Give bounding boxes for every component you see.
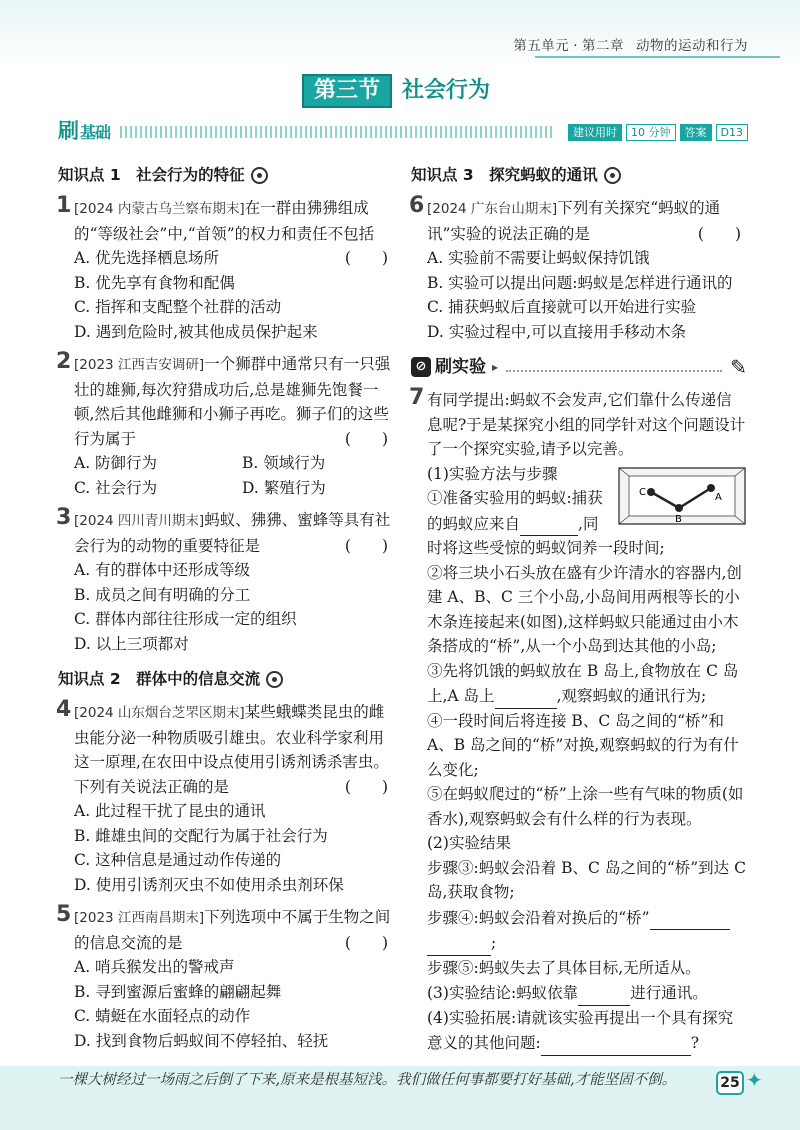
page-number: 25 <box>716 1071 744 1095</box>
answer-label: 答案 <box>680 124 712 141</box>
option: D. 遇到危险时,被其他成员保护起来 <box>74 322 318 341</box>
question-stem: 下列选项中不属于生物之间的信息交流的是 <box>74 908 391 952</box>
option: A. 实验前不需要让蚂蚁保持饥饿 <box>427 249 650 267</box>
result-3: 步骤③:蚂蚁会沿着 B、C 岛之间的“桥”到达 C 岛,获取食物; <box>427 858 746 901</box>
question-intro: 有同学提出:蚂蚁不会发声,它们靠什么传递信息呢?于是某探究小组的同学针对这个问题设计了一个探究实验,请予以完善。 <box>427 391 746 458</box>
step-3: ③先将饥饿的蚂蚁放在 B 岛上,食物放在 C 岛上,A 岛上 ,观察蚂蚁的通讯行为; <box>411 659 747 709</box>
time-value: 10 分钟 <box>626 124 676 141</box>
option: A. 哨兵猴发出的警戒声 <box>74 958 235 976</box>
result-5: 步骤⑤:蚂蚁失去了具体目标,无所适从。 <box>427 958 701 977</box>
question-number: 6 <box>409 193 425 218</box>
island-b <box>675 504 683 512</box>
blank-1[interactable] <box>520 511 578 537</box>
question-7 <box>409 385 747 462</box>
answer-bracket[interactable]: ( ) <box>344 536 388 555</box>
blank-2[interactable] <box>495 683 557 709</box>
question-4 <box>56 697 394 799</box>
part-3-conclusion: (3)实验结论:蚂蚁依靠 进行通讯。 <box>411 980 747 1006</box>
section-name: 社会行为 <box>402 77 491 103</box>
option: B. 优先享有食物和配偶 <box>74 273 235 292</box>
question-source: [2023 江西吉安调研] <box>74 357 205 373</box>
option: B. 领域行为 <box>242 454 326 472</box>
basic-bar <box>58 118 748 146</box>
part-4-extension: (4)实验拓展:请就该实验再提出一个具有探究意义的其他问题: ? <box>411 1006 747 1056</box>
question-stem: 蚂蚁、狒狒、蜜蜂等具有社会行为的动物的重要特征是 <box>74 511 391 555</box>
option: B. 成员之间有明确的分工 <box>74 585 251 604</box>
header-rule <box>535 56 780 58</box>
option: D. 找到食物后蚂蚁间不停轻拍、轻抚 <box>74 1031 329 1050</box>
step-1: ①准备实验用的蚂蚁:捕获的蚂蚁应来自 ,同时将这些受惊的蚂蚁饲养一段时间; <box>427 489 665 557</box>
time-label: 建议用时 <box>568 124 622 141</box>
answer-bracket[interactable]: ( ) <box>344 933 388 952</box>
option: A. 有的群体中还形成等级 <box>74 561 251 579</box>
result-4: 步骤④:蚂蚁会沿着对换后的“桥” ; <box>411 905 747 956</box>
basic-stripes <box>120 126 554 138</box>
option: D. 以上三项都对 <box>74 634 189 653</box>
option: C. 指挥和支配整个社群的活动 <box>74 298 282 316</box>
option: A. 此过程干扰了昆虫的通讯 <box>74 802 266 820</box>
option: D. 实验过程中,可以直接用手移动木条 <box>427 322 687 341</box>
question-source: [2024 内蒙古乌兰察布期末] <box>74 201 245 217</box>
question-source: [2024 山东烟台芝罘区期末] <box>74 705 245 721</box>
dotted-line <box>506 362 722 372</box>
question-stem: 在一群由狒狒组成的“等级社会”中,“首领”的权力和责任不包括 <box>74 199 375 243</box>
question-source: [2024 四川青川期末] <box>74 513 205 529</box>
question-number: 1 <box>56 193 72 218</box>
left-column <box>58 160 394 1053</box>
arrow-icon: ▸ <box>492 359 499 374</box>
knowledge-point-3: 知识点 3 探究蚂蚁的通讯 <box>411 160 747 190</box>
option: D. 繁殖行为 <box>242 478 326 497</box>
header-unit: 第五单元 <box>513 38 570 54</box>
header-topic: 动物的运动和行为 <box>636 38 748 54</box>
blank-3[interactable] <box>650 905 730 931</box>
option-row <box>58 451 394 476</box>
question-source: [2023 江西南昌期末] <box>74 910 205 926</box>
answer-bracket[interactable]: ( ) <box>344 777 388 796</box>
experiment-badge-icon: ⊘ <box>411 357 431 377</box>
knowledge-point-1: 知识点 1 社会行为的特征 <box>58 160 394 190</box>
target-icon <box>604 167 621 184</box>
option: A. 优先选择栖息场所 <box>74 249 220 267</box>
island-c <box>647 488 655 496</box>
option: C. 群体内部往往形成一定的组织 <box>74 610 297 628</box>
option: C. 捕获蚂蚁后直接就可以开始进行实验 <box>427 298 697 316</box>
option-row <box>58 476 394 501</box>
option: A. 防御行为 <box>74 454 158 472</box>
question-3 <box>56 505 394 558</box>
answer-bracket[interactable]: ( ) <box>344 429 388 448</box>
section-number: 第三节 <box>302 74 392 108</box>
basic-logo: 刷 基础 <box>58 118 111 143</box>
option: D. 使用引诱剂灭虫不如使用杀虫剂环保 <box>74 875 344 894</box>
question-stem: 一个狮群中通常只有一只强壮的雄狮,每次狩猎成功后,总是雄狮先饱餐一顿,然后其他雌狮和小狮子再吃。狮子们的这些行为属于 <box>74 355 391 448</box>
question-source: [2024 广东台山期末] <box>427 201 558 217</box>
option: C. 这种信息是通过动作传递的 <box>74 851 282 869</box>
question-number: 7 <box>409 385 425 410</box>
blank-5[interactable] <box>541 1030 691 1056</box>
question-number: 5 <box>56 902 72 927</box>
knowledge-point-2: 知识点 2 群体中的信息交流 <box>58 664 394 694</box>
mascot-icon: ✎ <box>730 354 747 379</box>
option: B. 雌雄虫间的交配行为属于社会行为 <box>74 826 328 845</box>
option: C. 社会行为 <box>74 478 158 497</box>
section-title <box>302 73 490 109</box>
option: C. 蜻蜓在水面轻点的动作 <box>74 1007 251 1025</box>
step-2: ②将三块小石头放在盛有少许清水的容器内,创建 A、B、C 三个小岛,小岛间用两根等长的小木条连接起来(如图),这样蚂蚁只能通过由小木条搭成的“桥”,从一个小岛到达其他的小岛; <box>427 563 742 655</box>
footer-quote: 一棵大树经过一场雨之后倒了下来,原来是根基短浅。我们做任何事都要打好基础,才能坚固不倒。 <box>58 1072 677 1088</box>
question-5 <box>56 902 394 955</box>
label-c: C <box>639 486 646 498</box>
experiment-header <box>411 352 747 382</box>
step-5: ⑤在蚂蚁爬过的“桥”上涂一些有气味的物质(如香水),观察蚂蚁会有什么样的行为表现。 <box>427 785 744 828</box>
question-stem: 某些蛾蝶类昆虫的雌虫能分泌一种物质吸引雄虫。农业科学家利用这一原理,在农田中设点使用引诱剂诱杀害虫。下列有关说法正确的是 <box>74 703 389 796</box>
header-chapter: 第二章 <box>582 38 624 54</box>
part-1-heading: C B A (1)实验方法与步骤 <box>411 462 747 487</box>
label-a: A <box>715 491 722 503</box>
option: B. 实验可以提出问题:蚂蚁是怎样进行通讯的 <box>427 273 733 292</box>
running-head: 第五单元 · 第二章 动物的运动和行为 <box>513 38 748 54</box>
part-2-heading: (2)实验结果 <box>427 834 511 852</box>
answer-bracket[interactable]: ( ) <box>344 249 388 267</box>
question-6 <box>409 193 747 246</box>
experiment-title: 刷实验 <box>435 356 486 377</box>
question-2 <box>56 349 394 451</box>
book-icon: ✦ <box>746 1068 763 1092</box>
target-icon <box>251 167 268 184</box>
answer-page: D13 <box>716 124 748 141</box>
island-a <box>707 484 715 492</box>
question-number: 2 <box>56 349 72 374</box>
option: B. 寻到蜜源后蜜蜂的翩翩起舞 <box>74 982 282 1001</box>
target-icon <box>266 671 283 688</box>
answer-bracket[interactable]: ( ) <box>697 224 741 243</box>
question-number: 4 <box>56 697 72 722</box>
blank-4[interactable] <box>578 980 630 1006</box>
step-4: ④一段时间后将连接 B、C 岛之间的“桥”和 A、B 岛之间的“桥”对换,观察蚂蚁的行为有什么变化; <box>427 711 739 779</box>
right-column <box>411 160 747 1056</box>
label-b: B <box>675 513 682 525</box>
question-number: 3 <box>56 505 72 530</box>
ant-island-diagram <box>617 466 747 526</box>
blank-3b[interactable] <box>427 930 491 956</box>
question-stem: 下列有关探究“蚂蚁的通讯”实验的说法正确的是 <box>427 199 721 243</box>
